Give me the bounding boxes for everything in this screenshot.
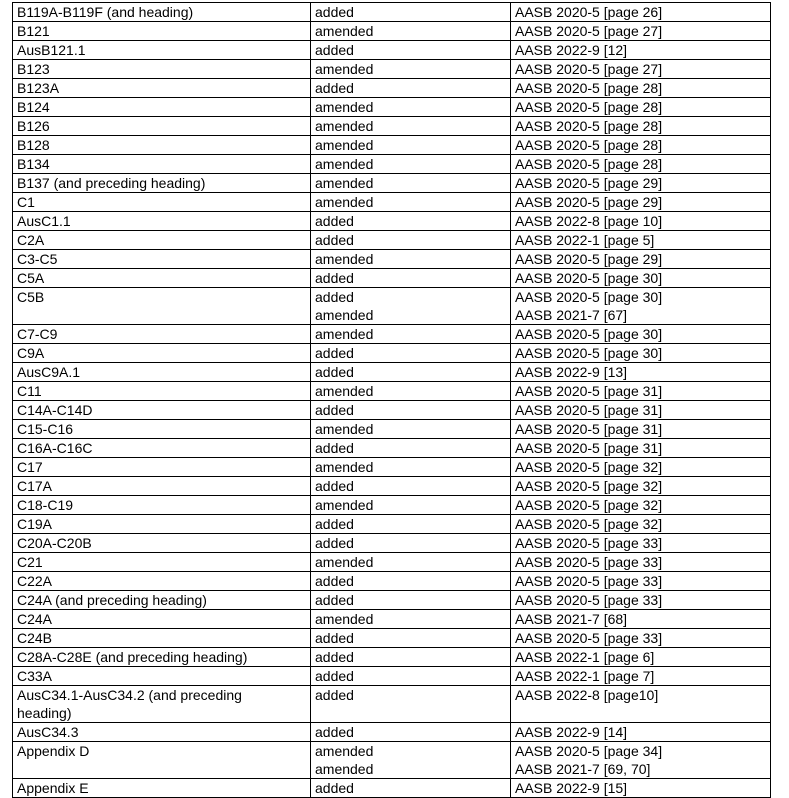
- table-row: [13, 193, 771, 212]
- source-cell: AASB 2020-5 [page 28]: [511, 117, 771, 136]
- action-cell: added: [311, 231, 511, 250]
- table-row: [13, 553, 771, 572]
- action-cell: amended: [311, 193, 511, 212]
- table-row: [13, 572, 771, 591]
- amendments-table: [12, 2, 771, 798]
- provision-cell: C24A (and preceding heading): [13, 591, 311, 610]
- table-row: [13, 742, 771, 779]
- table-row: [13, 155, 771, 174]
- provision-cell: AusC9A.1: [13, 363, 311, 382]
- provision-cell: B121: [13, 22, 311, 41]
- source-cell: AASB 2020-5 [page 29]: [511, 250, 771, 269]
- source-cell: AASB 2022-1 [page 6]: [511, 648, 771, 667]
- table-row: [13, 136, 771, 155]
- provision-cell: B119A-B119F (and heading): [13, 3, 311, 22]
- action-cell: added: [311, 477, 511, 496]
- source-cell: AASB 2020-5 [page 33]: [511, 534, 771, 553]
- source-cell: AASB 2020-5 [page 32]: [511, 496, 771, 515]
- provision-cell: AusC34.1-AusC34.2 (and preceding heading): [13, 686, 311, 723]
- source-cell: AASB 2020-5 [page 30] AASB 2021-7 [67]: [511, 288, 771, 325]
- table-row: [13, 41, 771, 60]
- table-row: [13, 723, 771, 742]
- provision-cell: AusC1.1: [13, 212, 311, 231]
- table-row: [13, 458, 771, 477]
- table-row: [13, 477, 771, 496]
- provision-cell: B134: [13, 155, 311, 174]
- action-cell: added: [311, 3, 511, 22]
- table-row: [13, 667, 771, 686]
- source-cell: AASB 2020-5 [page 30]: [511, 344, 771, 363]
- table-row: [13, 344, 771, 363]
- source-cell: AASB 2020-5 [page 27]: [511, 22, 771, 41]
- source-cell: AASB 2020-5 [page 31]: [511, 401, 771, 420]
- provision-cell: C5A: [13, 269, 311, 288]
- source-cell: AASB 2020-5 [page 32]: [511, 515, 771, 534]
- provision-cell: C18-C19: [13, 496, 311, 515]
- provision-cell: B137 (and preceding heading): [13, 174, 311, 193]
- provision-cell: C3-C5: [13, 250, 311, 269]
- provision-cell: C5B: [13, 288, 311, 325]
- action-cell: added: [311, 572, 511, 591]
- action-cell: amended: [311, 496, 511, 515]
- action-cell: added: [311, 686, 511, 723]
- source-cell: AASB 2020-5 [page 28]: [511, 98, 771, 117]
- table-row: [13, 288, 771, 325]
- source-cell: AASB 2020-5 [page 26]: [511, 3, 771, 22]
- action-cell: amended: [311, 610, 511, 629]
- provision-cell: B124: [13, 98, 311, 117]
- action-cell: amended: [311, 250, 511, 269]
- provision-cell: C17: [13, 458, 311, 477]
- table-row: [13, 534, 771, 553]
- action-cell: amended: [311, 325, 511, 344]
- provision-cell: C17A: [13, 477, 311, 496]
- provision-cell: C11: [13, 382, 311, 401]
- source-cell: AASB 2022-9 [15]: [511, 779, 771, 798]
- action-cell: amended: [311, 136, 511, 155]
- source-cell: AASB 2020-5 [page 30]: [511, 325, 771, 344]
- source-cell: AASB 2020-5 [page 33]: [511, 572, 771, 591]
- action-cell: added: [311, 723, 511, 742]
- table-row: [13, 60, 771, 79]
- source-cell: AASB 2022-9 [13]: [511, 363, 771, 382]
- source-cell: AASB 2022-8 [page10]: [511, 686, 771, 723]
- action-cell: amended: [311, 98, 511, 117]
- provision-cell: B128: [13, 136, 311, 155]
- action-cell: amended: [311, 458, 511, 477]
- source-cell: AASB 2020-5 [page 32]: [511, 477, 771, 496]
- provision-cell: C7-C9: [13, 325, 311, 344]
- provision-cell: C33A: [13, 667, 311, 686]
- action-cell: added: [311, 591, 511, 610]
- source-cell: AASB 2020-5 [page 32]: [511, 458, 771, 477]
- source-cell: AASB 2022-8 [page 10]: [511, 212, 771, 231]
- action-cell: added: [311, 779, 511, 798]
- table-row: [13, 117, 771, 136]
- action-cell: added: [311, 401, 511, 420]
- table-row: [13, 250, 771, 269]
- source-cell: AASB 2020-5 [page 31]: [511, 382, 771, 401]
- table-row: [13, 231, 771, 250]
- provision-cell: AusB121.1: [13, 41, 311, 60]
- action-cell: amended: [311, 22, 511, 41]
- table-row: [13, 420, 771, 439]
- source-cell: AASB 2020-5 [page 31]: [511, 420, 771, 439]
- provision-cell: C14A-C14D: [13, 401, 311, 420]
- source-cell: AASB 2022-1 [page 7]: [511, 667, 771, 686]
- table-row: [13, 515, 771, 534]
- provision-cell: C1: [13, 193, 311, 212]
- table-row: [13, 3, 771, 22]
- provision-cell: C16A-C16C: [13, 439, 311, 458]
- action-cell: amended: [311, 420, 511, 439]
- table-row: [13, 648, 771, 667]
- action-cell: amended: [311, 553, 511, 572]
- source-cell: AASB 2020-5 [page 28]: [511, 155, 771, 174]
- action-cell: added: [311, 79, 511, 98]
- action-cell: added: [311, 212, 511, 231]
- provision-cell: C24A: [13, 610, 311, 629]
- table-row: [13, 779, 771, 798]
- provision-cell: B126: [13, 117, 311, 136]
- source-cell: AASB 2020-5 [page 33]: [511, 553, 771, 572]
- table-row: [13, 629, 771, 648]
- action-cell: added: [311, 363, 511, 382]
- table-row: [13, 496, 771, 515]
- action-cell: added: [311, 648, 511, 667]
- provision-cell: C28A-C28E (and preceding heading): [13, 648, 311, 667]
- provision-cell: C22A: [13, 572, 311, 591]
- action-cell: added: [311, 41, 511, 60]
- action-cell: amended: [311, 60, 511, 79]
- provision-cell: C20A-C20B: [13, 534, 311, 553]
- action-cell: added amended: [311, 288, 511, 325]
- provision-cell: B123A: [13, 79, 311, 98]
- table-row: [13, 439, 771, 458]
- action-cell: added: [311, 534, 511, 553]
- table-row: [13, 98, 771, 117]
- provision-cell: C21: [13, 553, 311, 572]
- table-row: [13, 174, 771, 193]
- action-cell: amended amended: [311, 742, 511, 779]
- source-cell: AASB 2020-5 [page 31]: [511, 439, 771, 458]
- source-cell: AASB 2020-5 [page 33]: [511, 629, 771, 648]
- action-cell: added: [311, 439, 511, 458]
- action-cell: amended: [311, 117, 511, 136]
- provision-cell: C24B: [13, 629, 311, 648]
- action-cell: added: [311, 629, 511, 648]
- provision-cell: C19A: [13, 515, 311, 534]
- action-cell: added: [311, 269, 511, 288]
- source-cell: AASB 2021-7 [68]: [511, 610, 771, 629]
- source-cell: AASB 2022-9 [12]: [511, 41, 771, 60]
- provision-cell: C2A: [13, 231, 311, 250]
- table-row: [13, 686, 771, 723]
- table-row: [13, 401, 771, 420]
- source-cell: AASB 2020-5 [page 28]: [511, 79, 771, 98]
- table-row: [13, 212, 771, 231]
- provision-cell: B123: [13, 60, 311, 79]
- source-cell: AASB 2022-1 [page 5]: [511, 231, 771, 250]
- table-row: [13, 325, 771, 344]
- source-cell: AASB 2020-5 [page 30]: [511, 269, 771, 288]
- source-cell: AASB 2020-5 [page 28]: [511, 136, 771, 155]
- table-row: [13, 591, 771, 610]
- table-row: [13, 610, 771, 629]
- table-row: [13, 363, 771, 382]
- action-cell: added: [311, 344, 511, 363]
- provision-cell: Appendix E: [13, 779, 311, 798]
- provision-cell: Appendix D: [13, 742, 311, 779]
- table-row: [13, 382, 771, 401]
- provision-cell: C9A: [13, 344, 311, 363]
- action-cell: amended: [311, 382, 511, 401]
- table-row: [13, 79, 771, 98]
- action-cell: amended: [311, 174, 511, 193]
- source-cell: AASB 2022-9 [14]: [511, 723, 771, 742]
- action-cell: added: [311, 515, 511, 534]
- provision-cell: C15-C16: [13, 420, 311, 439]
- table-row: [13, 22, 771, 41]
- source-cell: AASB 2020-5 [page 33]: [511, 591, 771, 610]
- source-cell: AASB 2020-5 [page 29]: [511, 193, 771, 212]
- source-cell: AASB 2020-5 [page 27]: [511, 60, 771, 79]
- source-cell: AASB 2020-5 [page 34] AASB 2021-7 [69, 70]: [511, 742, 771, 779]
- source-cell: AASB 2020-5 [page 29]: [511, 174, 771, 193]
- action-cell: amended: [311, 155, 511, 174]
- table-row: [13, 269, 771, 288]
- amendments-table-body: [13, 3, 771, 798]
- action-cell: added: [311, 667, 511, 686]
- provision-cell: AusC34.3: [13, 723, 311, 742]
